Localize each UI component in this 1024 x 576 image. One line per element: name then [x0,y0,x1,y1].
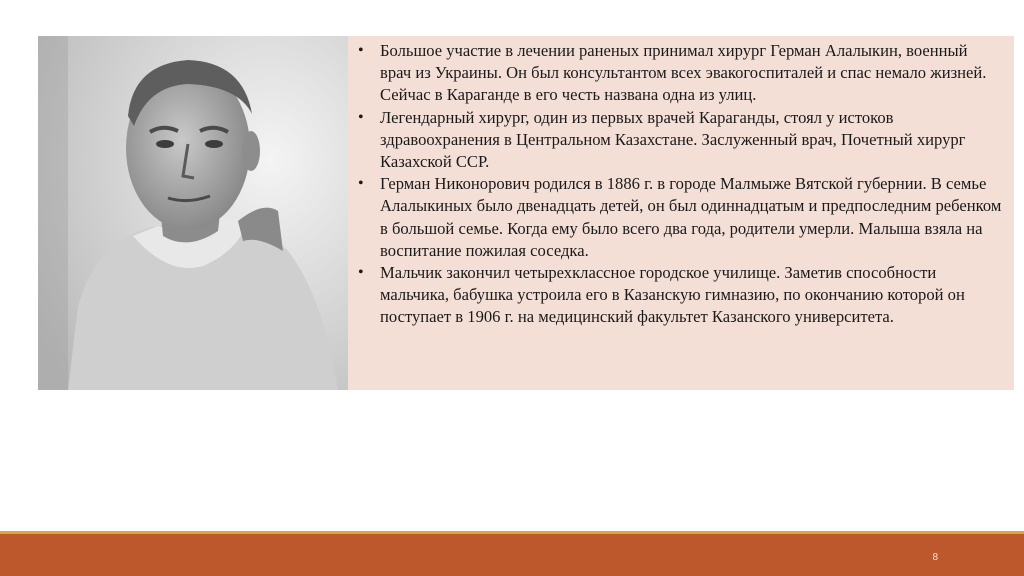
bullet-item [354,107,1002,174]
bullet-text: Легендарный хирург, один из первых врачей Караганды, стоял у истоков здравоохранения в Центральном Казахстане. Заслуженный врач, Почетный хирург Казахской ССР. [380,107,966,172]
portrait-image [38,36,348,390]
text-box [348,36,1014,390]
page-number: 8 [932,552,938,563]
bullet-marker: • [358,108,364,126]
bullet-item [354,262,1002,329]
bullet-marker: • [358,175,364,193]
bullet-marker: • [358,42,364,59]
footer-bar [0,534,1024,576]
portrait-photo [38,36,348,390]
bullet-text: Мальчик закончил четырехклассное городское училище. Заметив способности мальчика, бабушка устроила его в Казанскую гимназию, по окончанию которой он поступает в 1906 г. на медицинский факультет Казанского университета. [380,263,965,327]
bullet-item [354,173,1002,262]
bullet-item [354,40,1002,107]
bullet-text: Герман Никонорович родился в 1886 г. в городе Малмыже Вятской губернии. В семье Алалыкиных было двенадцать детей, он был одиннадцатым и предпоследним ребенком в большой семье. Когда ему было всего два года, родители умерли. Малыша взяла на воспитание пожилая соседка. [380,174,1002,260]
bullet-text: Большое участие в лечении раненых принимал хирург Герман Алалыкин, военный врач из Украины. Он был консультантом всех эвакогоспиталей и спас немало жизней. Сейчас в Караганде в его честь названа одна из улиц. [380,41,987,105]
bullet-list [354,40,1002,329]
bullet-marker: • [358,264,364,282]
